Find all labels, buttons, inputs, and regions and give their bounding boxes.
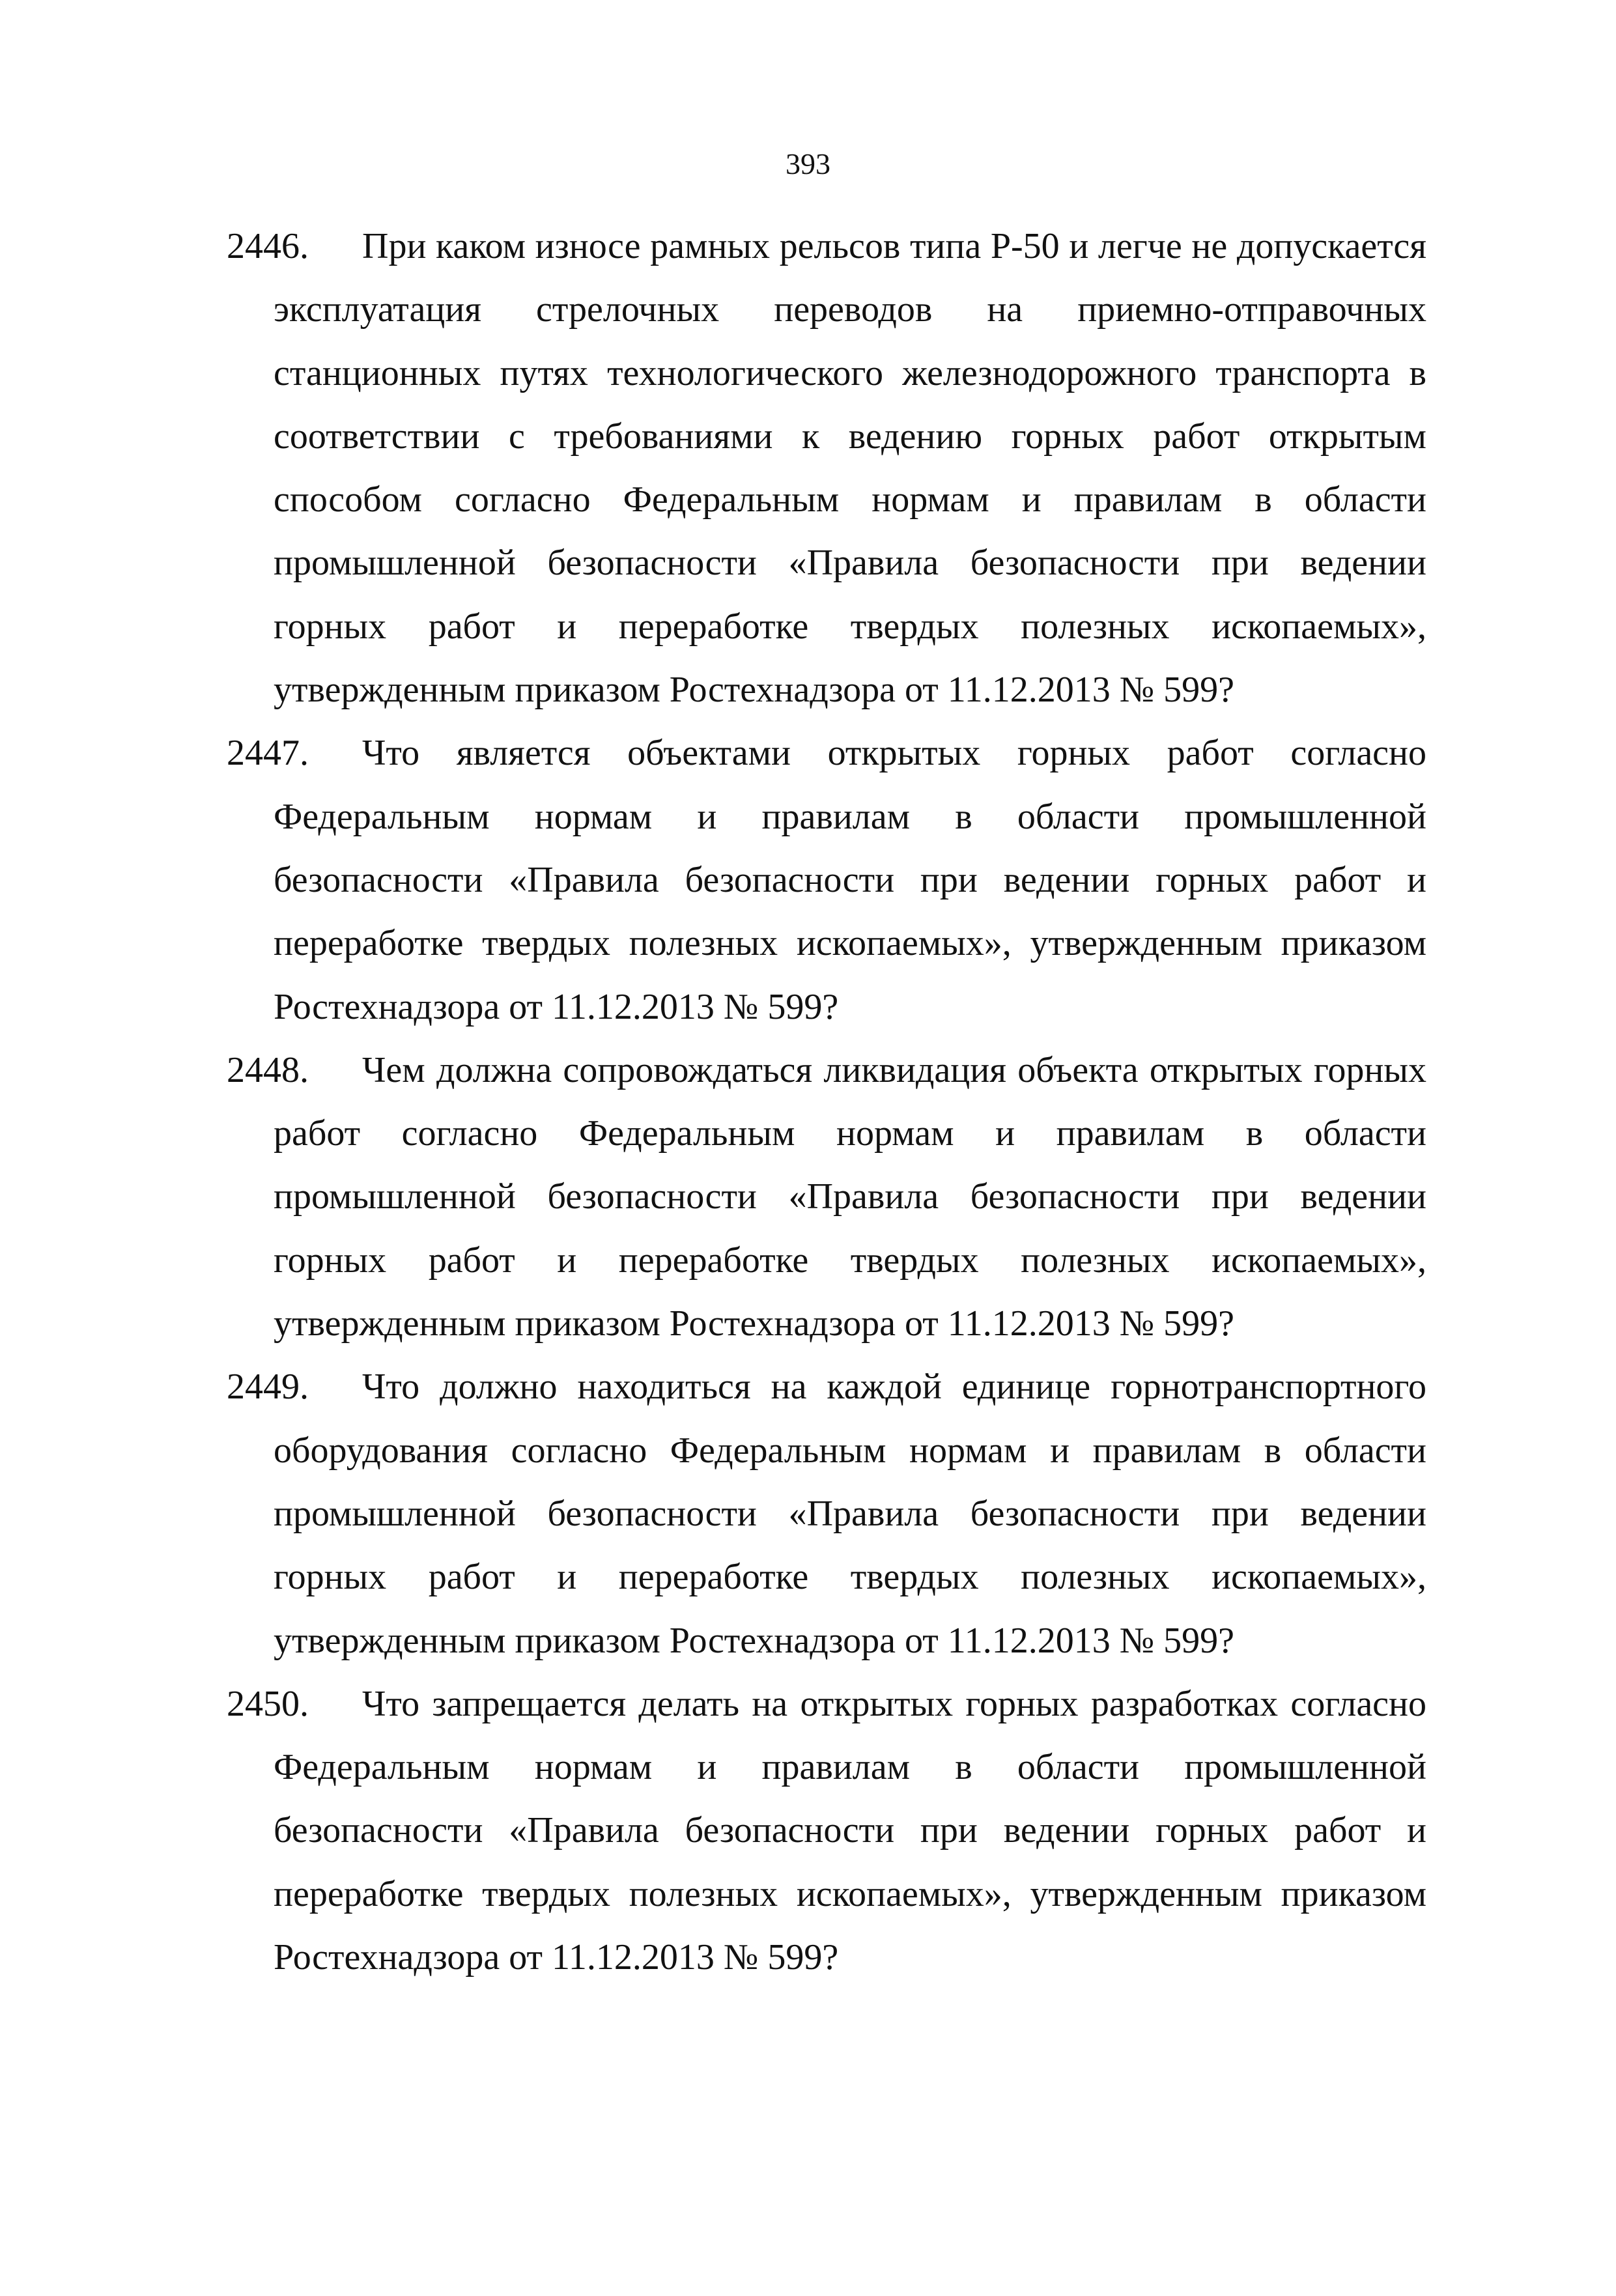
question-list <box>227 215 1426 1989</box>
question-item <box>227 215 1426 722</box>
question-item <box>227 1355 1426 1672</box>
question-number: 2448. <box>227 1049 309 1090</box>
question-number: 2450. <box>227 1683 309 1724</box>
question-text: Чем должна сопровождаться ликвидация объекта открытых горных работ согласно Федеральным нормам и правилам в области промышленной безопасности «Правила безопасности при ведении горных работ и переработке твердых полезных ископаемых», утвержденным приказом Ростехнадзора от 11.12.2013 № 599? <box>274 1049 1426 1344</box>
question-item <box>227 1673 1426 1989</box>
question-item <box>227 1039 1426 1355</box>
question-number: 2446. <box>227 226 309 266</box>
question-number: 2449. <box>227 1367 309 1408</box>
question-text: Что должно находиться на каждой единице горнотранспортного оборудования согласно Федеральным нормам и правилам в области промышленной безопасности «Правила безопасности при ведении горных работ и переработке твердых полезных ископаемых», утвержденным приказом Ростехнадзора от 11.12.2013 № 599? <box>274 1367 1426 1661</box>
question-item <box>227 722 1426 1038</box>
question-text: При каком износе рамных рельсов типа Р-50 и легче не допускается эксплуатация стрелочных переводов на приемно-отправочных станционных путях технологического железнодорожного транспорта в соответствии с требованиями к ведению горных работ открытым способом согласно Федеральным нормам и правилам в области промышленной безопасности «Правила безопасности при ведении горных работ и переработке твердых полезных ископаемых», утвержденным приказом Ростехнадзора от 11.12.2013 № 599? <box>274 226 1426 711</box>
question-text: Что является объектами открытых горных работ согласно Федеральным нормам и правилам в области промышленной безопасности «Правила безопасности при ведении горных работ и переработке твердых полезных ископаемых», утвержденным приказом Ростехнадзора от 11.12.2013 № 599? <box>274 733 1426 1027</box>
question-number: 2447. <box>227 733 309 774</box>
question-text: Что запрещается делать на открытых горных разработках согласно Федеральным нормам и правилам в области промышленной безопасности «Правила безопасности при ведении горных работ и переработке твердых полезных ископаемых», утвержденным приказом Ростехнадзора от 11.12.2013 № 599? <box>274 1683 1426 1978</box>
page-number: 393 <box>786 147 830 180</box>
